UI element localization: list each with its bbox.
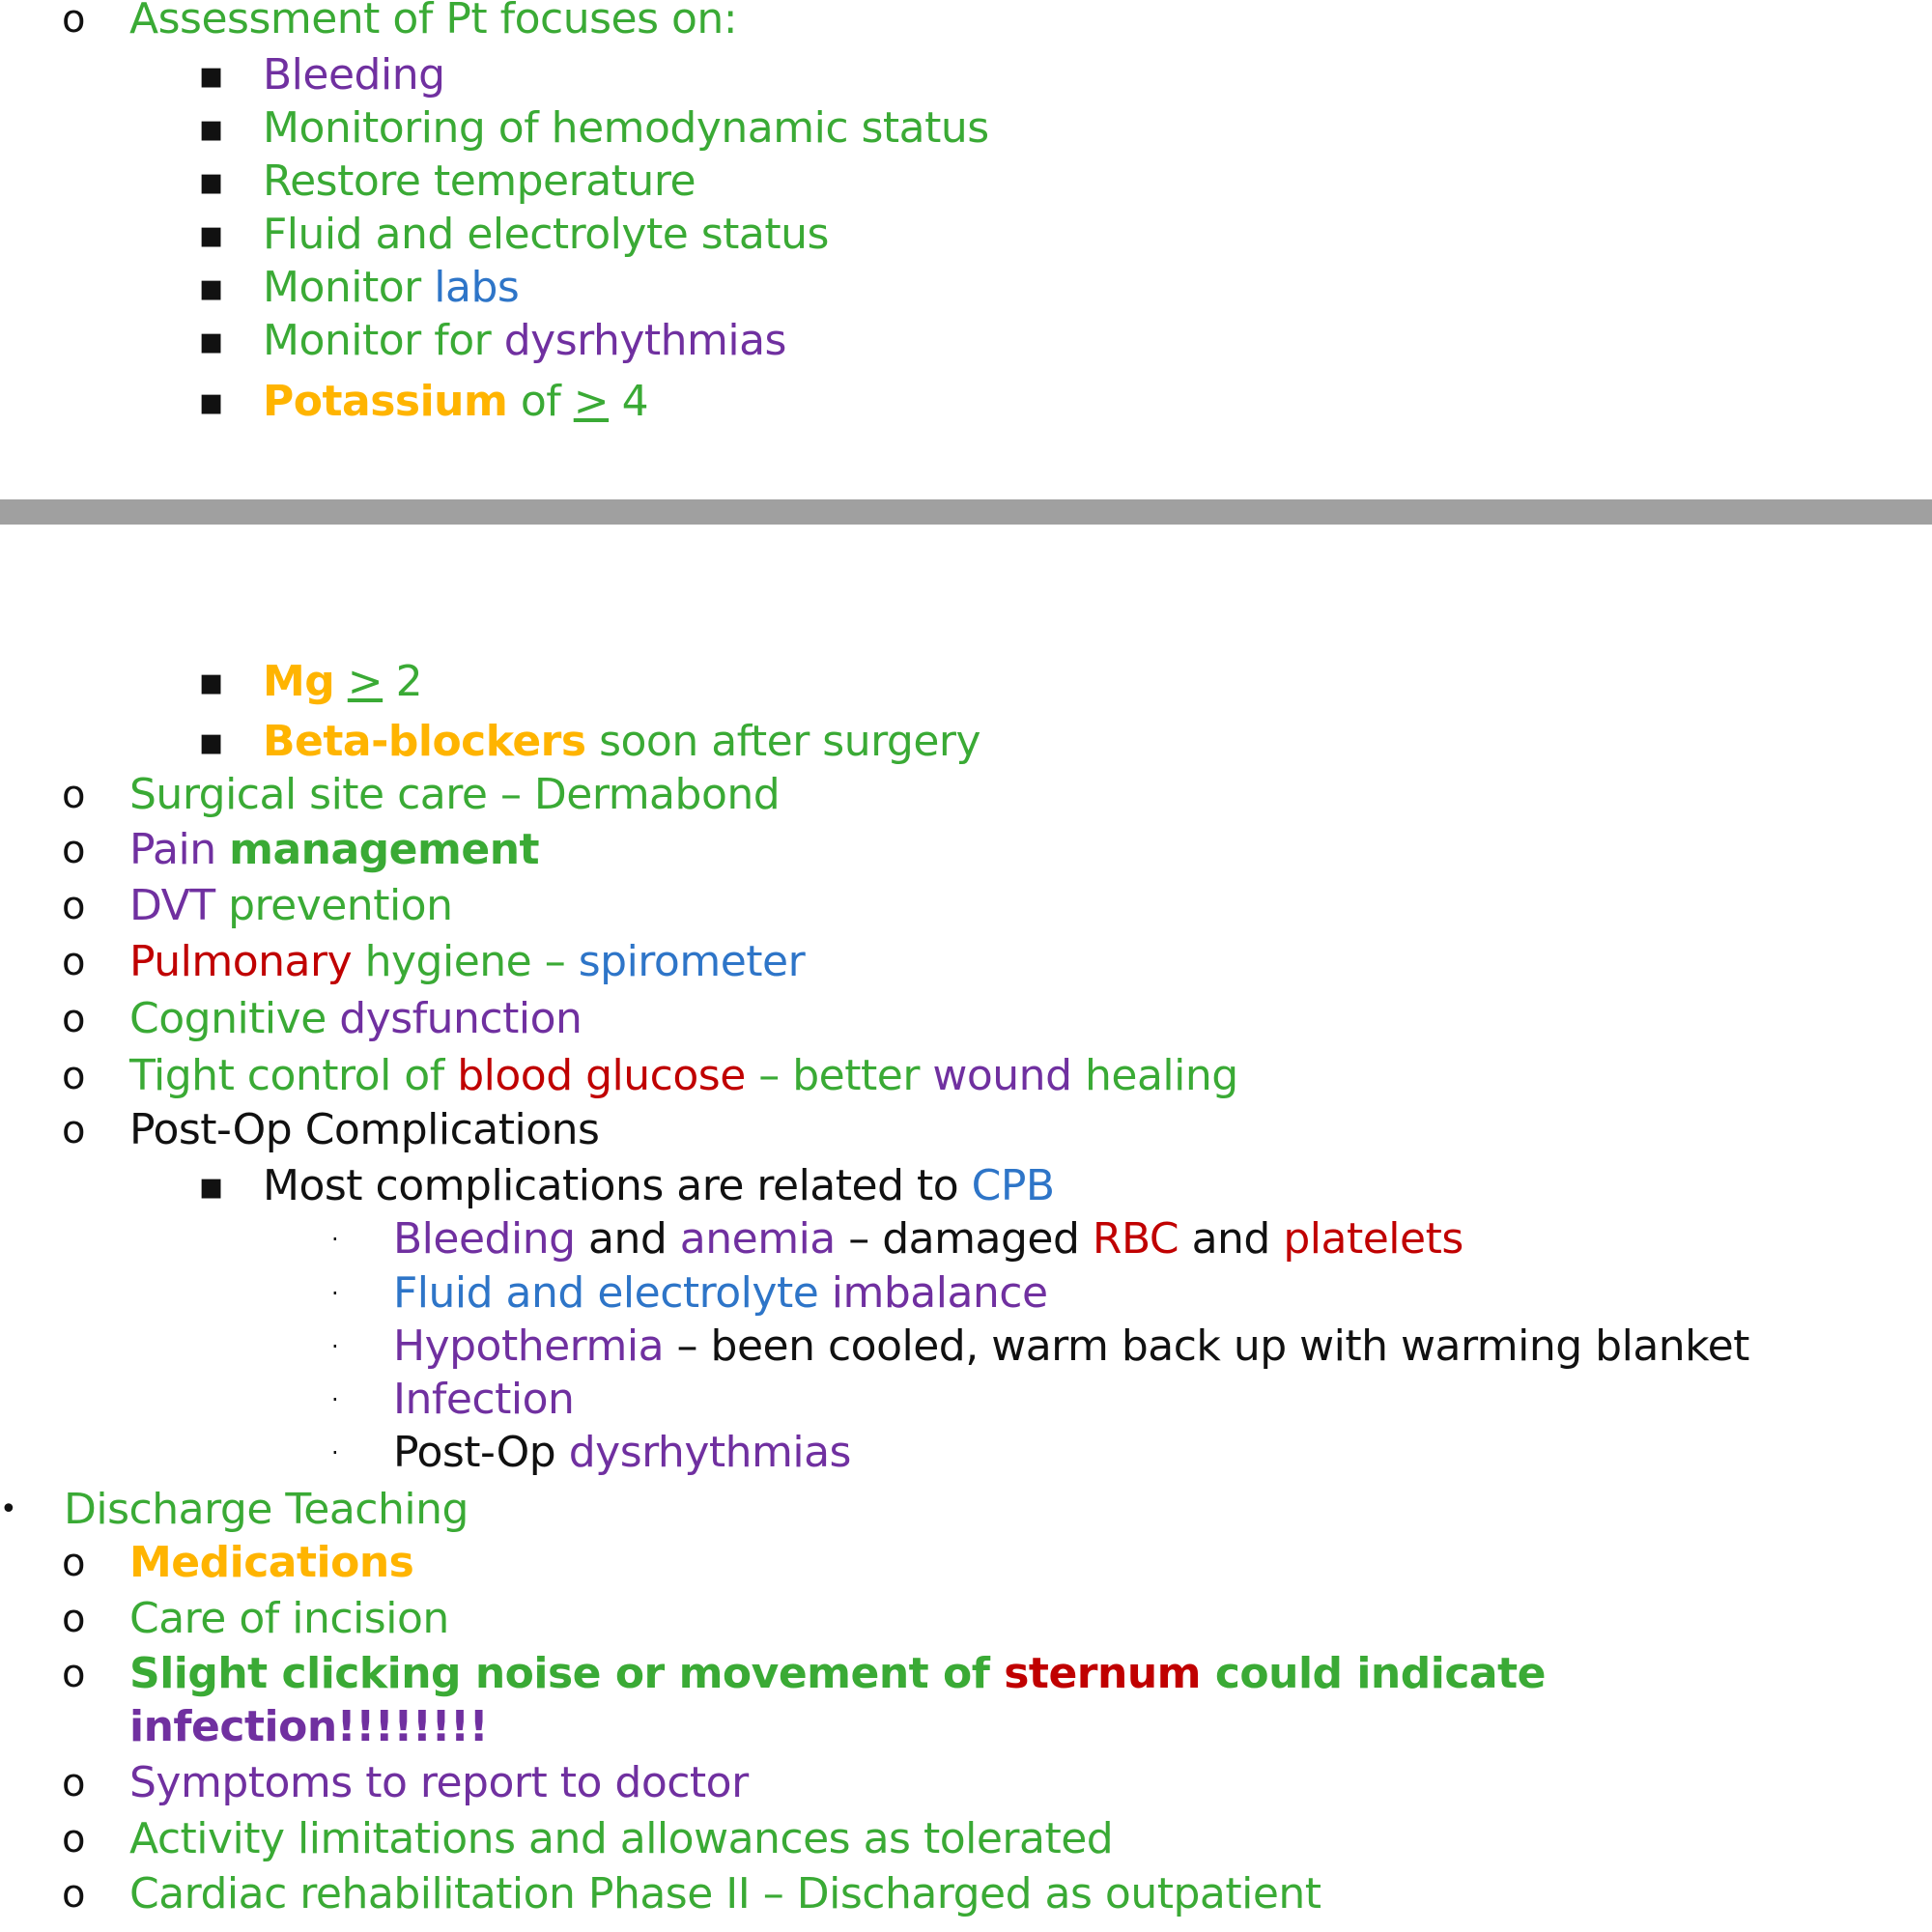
item-surgical-site: Surgical site care – Dermabond: [129, 770, 781, 819]
item-beta-blockers: Beta-blockers soon after surgery: [263, 717, 981, 766]
circle-bullet-icon: o: [62, 997, 85, 1041]
circle-bullet-icon: o: [62, 1054, 85, 1098]
item-activity: Activity limitations and allowances as tolerated: [129, 1814, 1114, 1863]
circle-bullet-icon: o: [62, 828, 85, 872]
item-symptoms: Symptoms to report to doctor: [129, 1758, 749, 1807]
square-bullet-icon: ▪: [198, 319, 224, 363]
circle-bullet-icon: o: [62, 940, 85, 984]
item-bleeding: Bleeding: [263, 50, 445, 99]
item-infection: Infection: [393, 1375, 575, 1424]
circle-bullet-icon: o: [62, 884, 85, 928]
square-bullet-icon: ▪: [198, 720, 224, 764]
square-bullet-icon: ▪: [198, 159, 224, 204]
circle-bullet-icon: o: [62, 1872, 85, 1917]
item-pulmonary: Pulmonary hygiene – spirometer: [129, 937, 806, 986]
item-bleeding-anemia: Bleeding and anemia – damaged RBC and platelets: [393, 1214, 1463, 1264]
dot-bullet-icon: ·: [331, 1280, 339, 1307]
square-bullet-icon: ▪: [198, 1164, 224, 1208]
square-bullet-icon: ▪: [198, 266, 224, 310]
item-sternum-warning: Slight clicking noise or movement of sternum could indicate: [129, 1649, 1546, 1698]
item-incision: Care of incision: [129, 1594, 449, 1643]
square-bullet-icon: ▪: [198, 380, 224, 424]
circle-bullet-icon: o: [62, 773, 85, 817]
circle-bullet-icon: o: [62, 1761, 85, 1805]
circle-bullet-icon: o: [62, 1108, 85, 1152]
item-postop-dysrhythmias: Post-Op dysrhythmias: [393, 1428, 851, 1477]
item-dvt: DVT prevention: [129, 881, 453, 930]
dot-bullet-icon: ·: [331, 1439, 339, 1466]
dot-bullet-icon: •: [0, 1492, 17, 1526]
item-temperature: Restore temperature: [263, 156, 696, 206]
item-cardiac-rehab: Cardiac rehabilitation Phase II – Discharged as outpatient: [129, 1869, 1321, 1918]
dot-bullet-icon: ·: [331, 1333, 339, 1360]
item-postop-complications: Post-Op Complications: [129, 1105, 600, 1154]
dot-bullet-icon: ·: [331, 1226, 339, 1253]
square-bullet-icon: ▪: [198, 53, 224, 98]
item-potassium: Potassium of > 4: [263, 377, 649, 426]
discharge-teaching-heading: Discharge Teaching: [64, 1485, 469, 1534]
square-bullet-icon: ▪: [198, 660, 224, 704]
item-sternum-warning-cont: infection!!!!!!!!: [129, 1702, 489, 1751]
item-medications: Medications: [129, 1538, 414, 1587]
circle-bullet-icon: o: [62, 0, 85, 42]
assessment-heading: Assessment of Pt focuses on:: [129, 0, 738, 43]
circle-bullet-icon: o: [62, 1652, 85, 1696]
item-labs: Monitor labs: [263, 263, 520, 312]
item-tight-control: Tight control of blood glucose – better wound healing: [129, 1051, 1238, 1100]
square-bullet-icon: ▪: [198, 106, 224, 151]
item-fluid-imbalance: Fluid and electrolyte imbalance: [393, 1268, 1048, 1318]
item-cognitive: Cognitive dysfunction: [129, 994, 582, 1043]
item-hypothermia: Hypothermia – been cooled, warm back up with warming blanket: [393, 1321, 1749, 1371]
item-hemodynamic: Monitoring of hemodynamic status: [263, 103, 989, 153]
item-pain: Pain management: [129, 825, 540, 874]
dot-bullet-icon: ·: [331, 1386, 339, 1413]
circle-bullet-icon: o: [62, 1541, 85, 1585]
square-bullet-icon: ▪: [198, 213, 224, 257]
item-dysrhythmias: Monitor for dysrhythmias: [263, 316, 786, 365]
circle-bullet-icon: o: [62, 1597, 85, 1641]
item-mg: Mg > 2: [263, 657, 423, 706]
page-divider: [0, 499, 1932, 525]
item-most-complications: Most complications are related to CPB: [263, 1161, 1055, 1210]
circle-bullet-icon: o: [62, 1817, 85, 1861]
item-fluid: Fluid and electrolyte status: [263, 210, 829, 259]
